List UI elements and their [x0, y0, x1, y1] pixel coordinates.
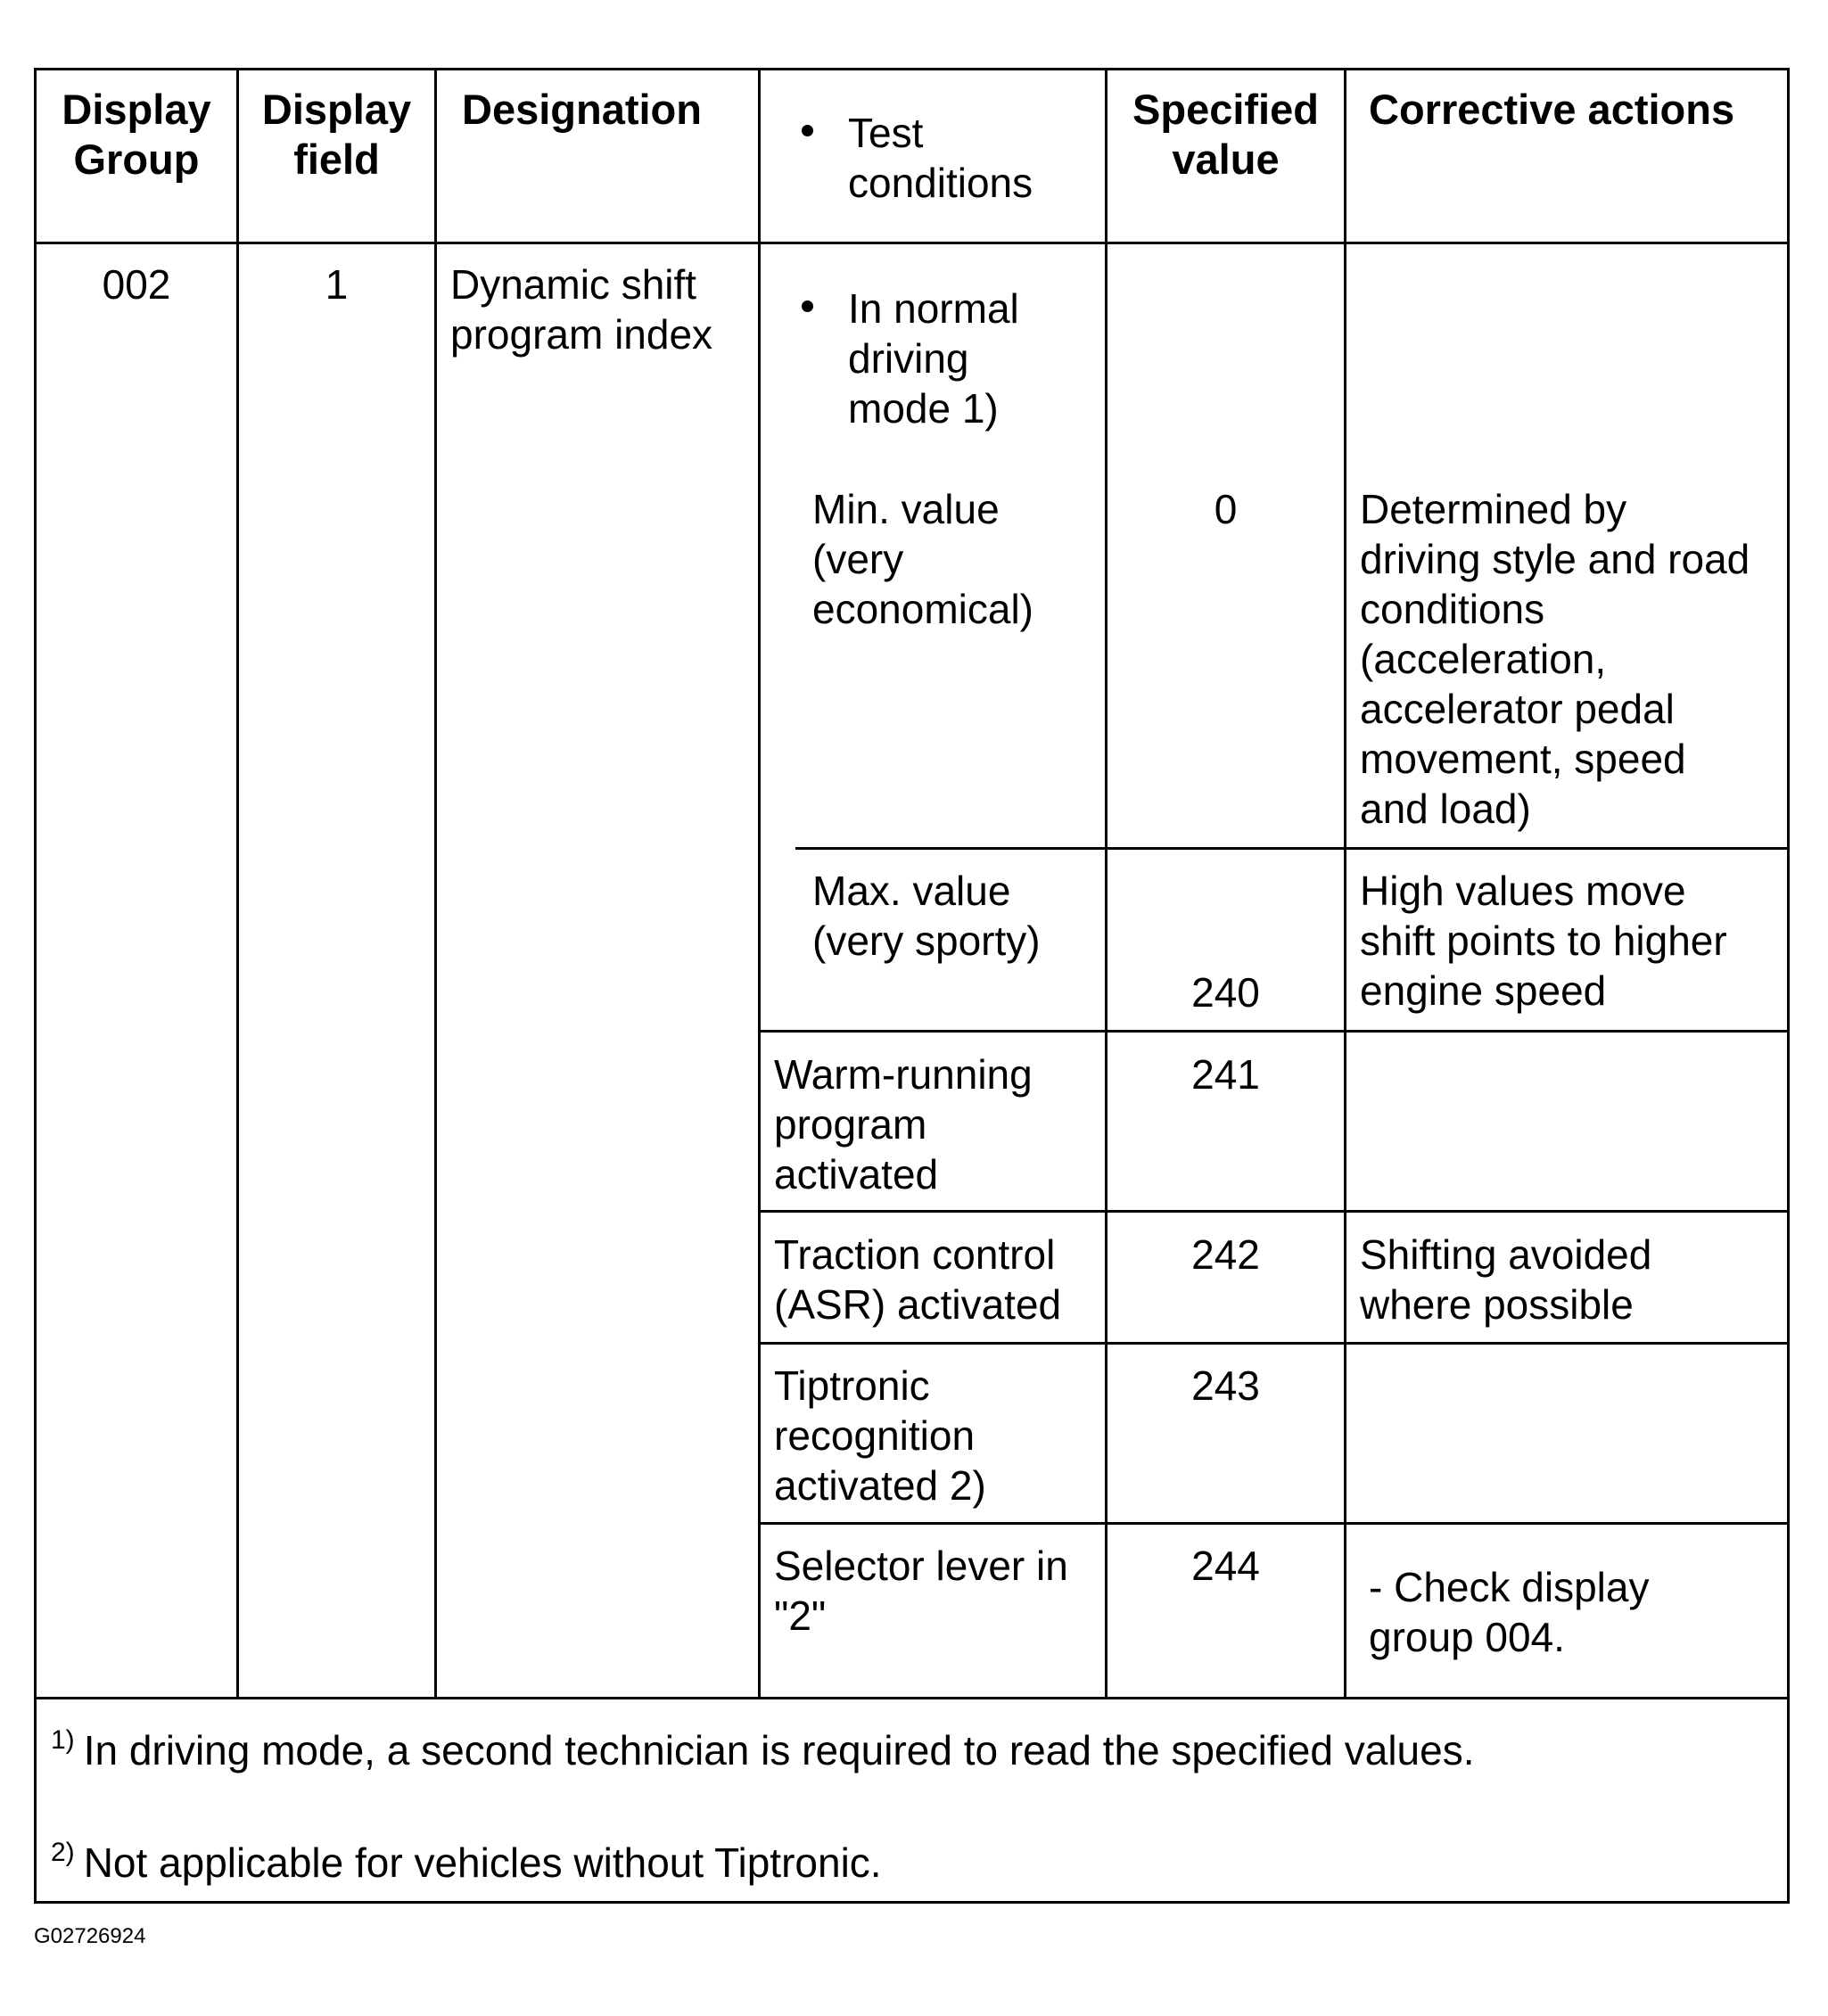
footnote-text: Not applicable for vehicles without Tiptronic.: [83, 1839, 882, 1886]
col-divider-5: [1344, 68, 1346, 1699]
col-divider-2: [434, 68, 437, 1699]
bullet-icon: [802, 300, 813, 312]
row-divider-min-max: [795, 847, 1790, 850]
footnote-marker: 2): [51, 1838, 75, 1867]
figure-id: G02726924: [34, 1924, 146, 1948]
cell-action-max: High values move shift points to higher engine speed: [1360, 868, 1727, 1014]
cell-display-group: 002: [102, 261, 171, 308]
header-display-field: Display field: [261, 86, 412, 183]
row-divider-tip-sel: [758, 1522, 1790, 1525]
cell-value-min: 0: [1214, 486, 1238, 532]
cell-designation: Dynamic shift program index: [450, 261, 713, 358]
footnote-1: [51, 1725, 1475, 1781]
cell-value-tiptronic: 243: [1191, 1362, 1260, 1409]
cell-display-field: 1: [325, 261, 349, 308]
footnote-text: In driving mode, a second technician is required to read the specified values.: [83, 1727, 1475, 1773]
row-divider-warm-asr: [758, 1210, 1790, 1213]
cell-condition-warm: Warm-running program activated: [774, 1051, 1033, 1197]
col-divider-3: [758, 68, 761, 1699]
header-display-group: Display Group: [62, 86, 211, 183]
cell-value-warm: 241: [1191, 1051, 1260, 1098]
cell-action-asr: Shifting avoided where possible: [1360, 1231, 1652, 1328]
footnote-2: [51, 1838, 882, 1894]
col-divider-4: [1105, 68, 1108, 1699]
header-designation: Designation: [462, 86, 702, 133]
footnote-divider: [34, 1697, 1790, 1699]
header-specified-value: Specified value: [1132, 86, 1319, 183]
col-divider-1: [236, 68, 239, 1699]
cell-value-max: 240: [1191, 969, 1260, 1016]
row-divider-max-warm: [758, 1030, 1790, 1033]
bullet-icon: [802, 125, 813, 136]
header-test-conditions: Test conditions: [848, 110, 1033, 206]
cell-condition-tiptronic: Tiptronic recognition activated 2): [774, 1362, 986, 1509]
cell-action-selector: - Check display group 004.: [1369, 1564, 1650, 1660]
cell-value-asr: 242: [1191, 1231, 1260, 1278]
cell-action-min: Determined by driving style and road conditions (acceleration, accelerator pedal movement, speed and load): [1360, 486, 1750, 832]
cell-condition-asr: Traction control (ASR) activated: [774, 1231, 1062, 1328]
row-divider-asr-tip: [758, 1342, 1790, 1345]
cell-condition-selector: Selector lever in "2": [774, 1543, 1068, 1639]
footnote-marker: 1): [51, 1725, 75, 1755]
cell-condition-min: Min. value (very economical): [812, 486, 1033, 632]
cell-value-selector: 244: [1191, 1543, 1260, 1589]
header-corrective-actions: Corrective actions: [1369, 86, 1735, 133]
cell-normal-mode-condition: In normal driving mode 1): [848, 285, 1019, 432]
cell-condition-max: Max. value (very sporty): [812, 868, 1041, 964]
header-divider: [34, 242, 1790, 244]
